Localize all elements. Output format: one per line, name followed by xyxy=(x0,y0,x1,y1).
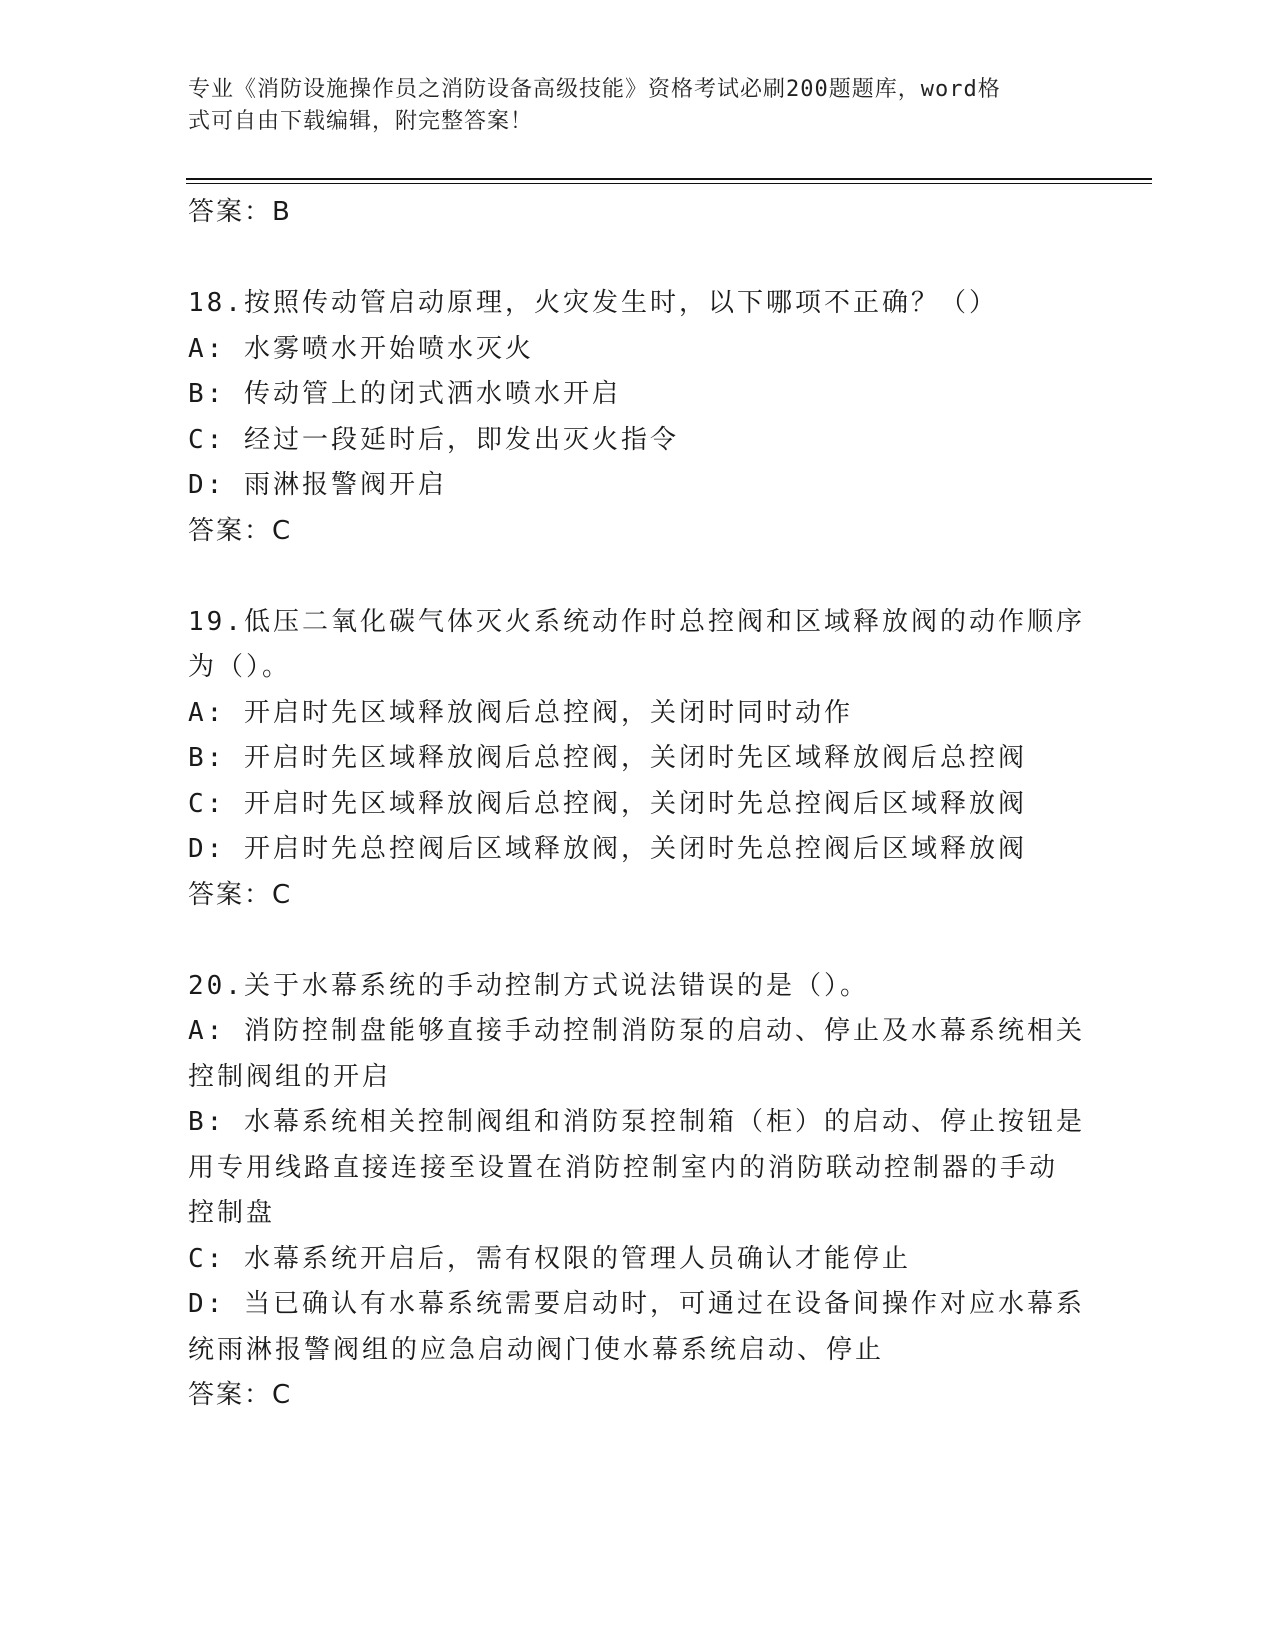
document-body xyxy=(188,190,1088,1419)
question-stem: 18.按照传动管启动原理，火灾发生时，以下哪项不正确？（） xyxy=(188,288,998,318)
option-d: D: 开启时先总控阀后区域释放阀，关闭时先总控阀后区域释放阀 xyxy=(188,834,1027,864)
option-a: A: 开启时先区域释放阀后总控阀，关闭时同时动作 xyxy=(188,697,853,728)
option-d-continued: 统雨淋报警阀组的应急启动阀门使水幕系统启动、停止 xyxy=(188,1334,885,1365)
previous-answer: 答案：B xyxy=(188,197,292,227)
spacer xyxy=(188,554,1088,600)
question-stem-continued: 为（）。 xyxy=(188,652,292,682)
answer-line: 答案：C xyxy=(188,879,293,910)
spacer xyxy=(188,918,1088,964)
option-b: B: 传动管上的闭式洒水喷水开启 xyxy=(188,379,621,409)
question-20 xyxy=(188,964,1088,1419)
option-d: D: 雨淋报警阀开启 xyxy=(188,470,447,500)
answer-line: 答案：C xyxy=(188,515,293,546)
header-rule-thick xyxy=(186,178,1152,180)
option-b: B: 开启时先区域释放阀后总控阀，关闭时先区域释放阀后总控阀 xyxy=(188,743,1027,773)
option-d: D: 当已确认有水幕系统需要启动时，可通过在设备间操作对应水幕系 xyxy=(188,1289,1085,1319)
page-header xyxy=(188,74,1078,138)
question-18 xyxy=(188,281,1088,554)
header-rule-thin xyxy=(186,183,1152,184)
question-stem: 19.低压二氧化碳气体灭火系统动作时总控阀和区域释放阀的动作顺序 xyxy=(188,606,1085,637)
option-c: C: 开启时先区域释放阀后总控阀，关闭时先总控阀后区域释放阀 xyxy=(188,788,1027,819)
answer-line: 答案：C xyxy=(188,1380,293,1410)
option-a: A: 水雾喷水开始喷水灭火 xyxy=(188,333,534,364)
question-19 xyxy=(188,600,1088,919)
question-stem: 20.关于水幕系统的手动控制方式说法错误的是（）。 xyxy=(188,970,869,1001)
option-a: A: 消防控制盘能够直接手动控制消防泵的启动、停止及水幕系统相关 xyxy=(188,1016,1085,1046)
spacer xyxy=(188,236,1088,282)
header-line-1: 专业《消防设施操作员之消防设备高级技能》资格考试必刷200题题库，word格 xyxy=(188,77,1001,102)
option-b-continued: 控制盘 xyxy=(188,1198,276,1228)
header-line-2: 式可自由下载编辑，附完整答案！ xyxy=(188,109,534,134)
option-b-continued: 用专用线路直接连接至设置在消防控制室内的消防联动控制器的手动 xyxy=(188,1152,1059,1183)
option-a-continued: 控制阀组的开启 xyxy=(188,1061,392,1092)
option-c: C: 水幕系统开启后，需有权限的管理人员确认才能停止 xyxy=(188,1243,911,1274)
option-c: C: 经过一段延时后，即发出灭火指令 xyxy=(188,424,679,455)
option-b: B: 水幕系统相关控制阀组和消防泵控制箱（柜）的启动、停止按钮是 xyxy=(188,1107,1085,1137)
